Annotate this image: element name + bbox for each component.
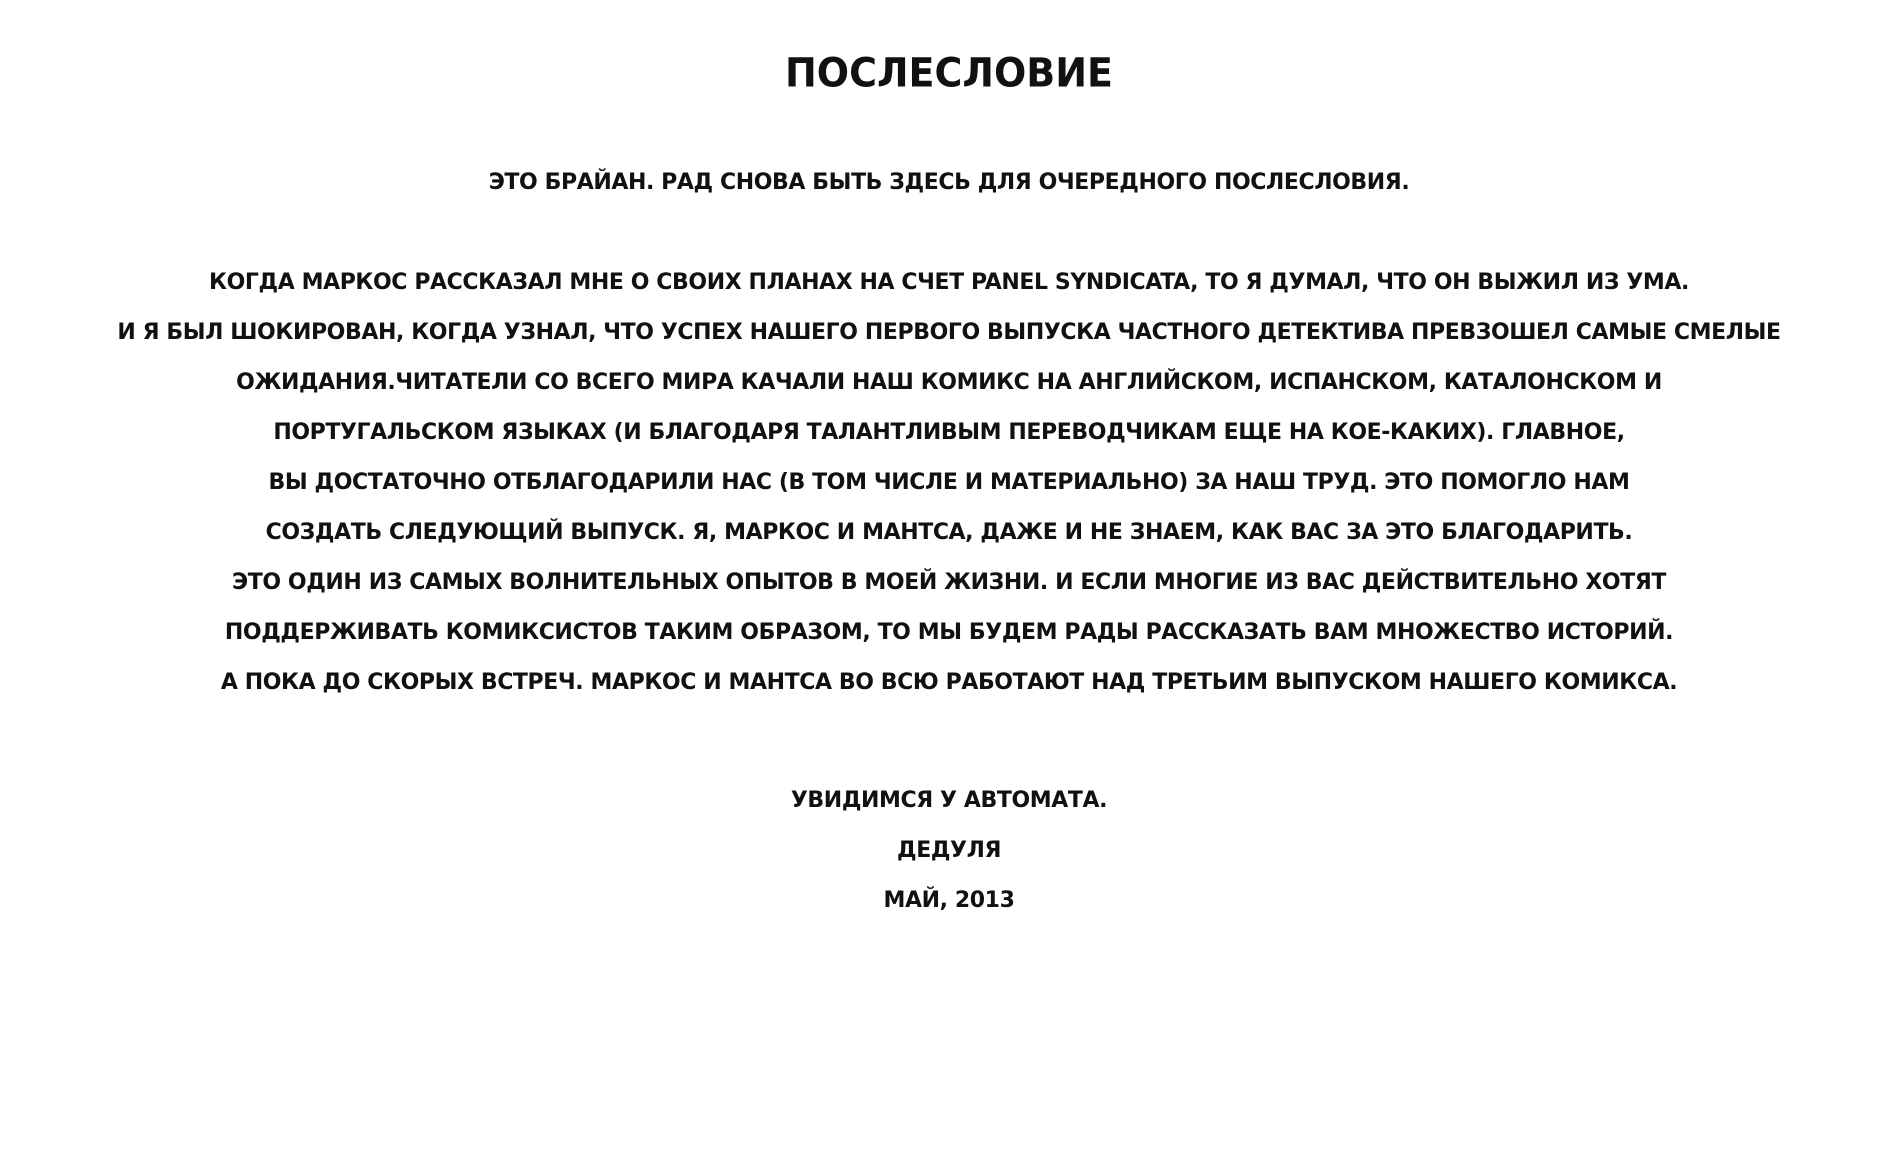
body-line-8: ПОДДЕРЖИВАТЬ КОМИКСИСТОВ ТАКИМ ОБРАЗОМ, ТО МЫ БУДЕМ РАДЫ РАССКАЗАТЬ ВАМ МНОЖЕСТВО ИСТОРИЙ. xyxy=(224,620,1674,645)
closing-line: УВИДИМСЯ У АВТОМАТА. xyxy=(790,788,1108,813)
signature-line: ДЕДУЛЯ xyxy=(897,838,1001,863)
body-line-3: ОЖИДАНИЯ.ЧИТАТЕЛИ СО ВСЕГО МИРА КАЧАЛИ НАШ КОМИКС НА АНГЛИЙСКОМ, ИСПАНСКОМ, КАТАЛОНСКОМ И xyxy=(236,370,1662,395)
date-line: МАЙ, 2013 xyxy=(883,888,1015,913)
body-line-4: ПОРТУГАЛЬСКОМ ЯЗЫКАХ (И БЛАГОДАРЯ ТАЛАНТЛИВЫМ ПЕРЕВОДЧИКАМ ЕЩЕ НА КОЕ-КАКИХ). ГЛАВНОЕ, xyxy=(273,420,1625,445)
body-line-1: КОГДА МАРКОС РАССКАЗАЛ МНЕ О СВОИХ ПЛАНАХ НА СЧЕТ PANEL SYNDICATA, ТО Я ДУМАЛ, ЧТО ОН ВЫЖИЛ ИЗ УМА. xyxy=(209,270,1689,295)
body-line-7: ЭТО ОДИН ИЗ САМЫХ ВОЛНИТЕЛЬНЫХ ОПЫТОВ В МОЕЙ ЖИЗНИ. И ЕСЛИ МНОГИЕ ИЗ ВАС ДЕЙСТВИТЕЛЬНО ХОТЯТ xyxy=(232,570,1666,595)
body-line-2: И Я БЫЛ ШОКИРОВАН, КОГДА УЗНАЛ, ЧТО УСПЕХ НАШЕГО ПЕРВОГО ВЫПУСКА ЧАСТНОГО ДЕТЕКТИВА ПРЕВЗОШЕЛ САМЫЕ СМЕЛЫЕ xyxy=(117,320,1781,345)
body-line-5: ВЫ ДОСТАТОЧНО ОТБЛАГОДАРИЛИ НАС (В ТОМ ЧИСЛЕ И МАТЕРИАЛЬНО) ЗА НАШ ТРУД. ЭТО ПОМОГЛО НАМ xyxy=(268,470,1630,495)
body-line-6: СОЗДАТЬ СЛЕДУЮЩИЙ ВЫПУСК. Я, МАРКОС И МАНТСА, ДАЖЕ И НЕ ЗНАЕМ, КАК ВАС ЗА ЭТО БЛАГОДАРИТЬ. xyxy=(265,520,1633,545)
page-title: ПОСЛЕСЛОВИЕ xyxy=(785,49,1113,97)
body-line-9: А ПОКА ДО СКОРЫХ ВСТРЕЧ. МАРКОС И МАНТСА ВО ВСЮ РАБОТАЮТ НАД ТРЕТЬИМ ВЫПУСКОМ НАШЕГО КОМИКСА. xyxy=(220,670,1678,695)
intro-line: ЭТО БРАЙАН. РАД СНОВА БЫТЬ ЗДЕСЬ ДЛЯ ОЧЕРЕДНОГО ПОСЛЕСЛОВИЯ. xyxy=(488,170,1410,195)
